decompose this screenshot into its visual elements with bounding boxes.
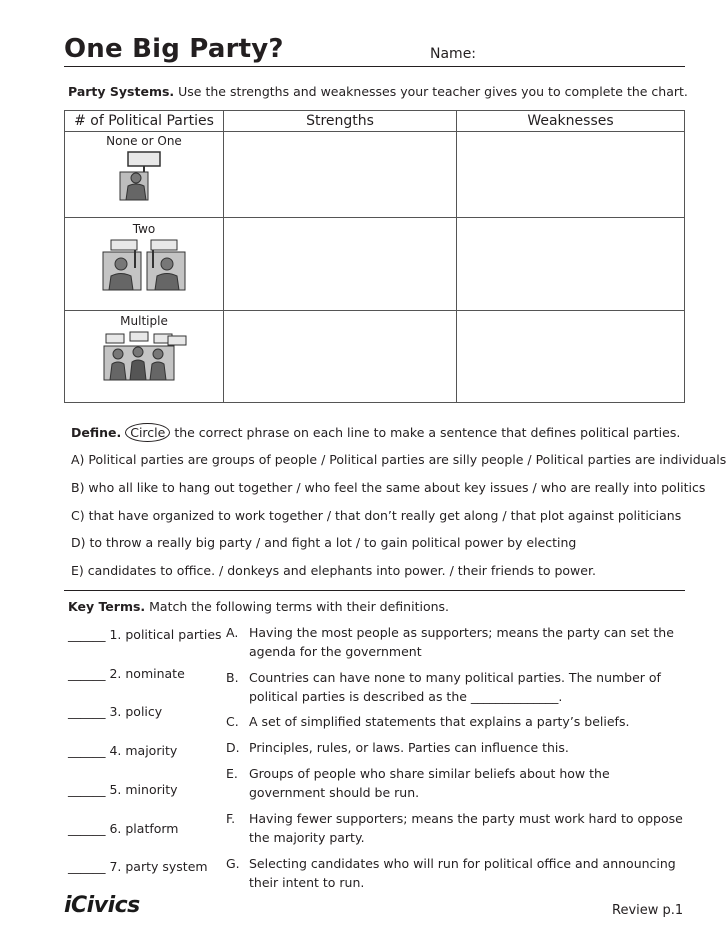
- strengths-cell[interactable]: [224, 311, 457, 403]
- definition-b: Countries can have none to many political parties. The number of political parties is described as the ______________.: [249, 670, 661, 704]
- define-line-a[interactable]: A) Political parties are groups of people / Political parties are silly people / Political parties are individuals: [71, 452, 727, 467]
- key-terms-instructions: [68, 599, 449, 614]
- term-3[interactable]: ______ 3. policy: [68, 704, 163, 719]
- definition-letter-f: F.: [226, 811, 236, 826]
- chart-row-two: [65, 218, 685, 311]
- definition-g: Selecting candidates who will run for political office and announcing their intent to run.: [249, 856, 676, 890]
- definition-letter-c: C.: [226, 714, 239, 729]
- circled-word: Circle: [125, 423, 170, 442]
- weaknesses-cell[interactable]: [457, 132, 685, 218]
- definition-letter-a: A.: [226, 625, 239, 640]
- define-text: the correct phrase on each line to make a sentence that defines political parties.: [170, 425, 681, 440]
- two-people-icon: [101, 238, 187, 292]
- row-label: Multiple: [120, 314, 168, 328]
- definition-d: Principles, rules, or laws. Parties can influence this.: [249, 740, 569, 755]
- row-label-cell: [65, 132, 224, 218]
- one-person-icon: [114, 150, 174, 202]
- term-2[interactable]: ______ 2. nominate: [68, 666, 185, 681]
- definition-letter-d: D.: [226, 740, 240, 755]
- definition-letter-b: B.: [226, 670, 239, 685]
- row-label: Two: [132, 222, 156, 236]
- definition-f: Having fewer supporters; means the party must work hard to oppose the majority party.: [249, 811, 683, 845]
- definition-letter-g: G.: [226, 856, 240, 871]
- definition-a: Having the most people as supporters; means the party can set the agenda for the government: [249, 625, 674, 659]
- header-strengths: Strengths: [224, 111, 457, 132]
- definition-e: Groups of people who share similar beliefs about how the government should be run.: [249, 766, 610, 800]
- key-terms-text: Match the following terms with their definitions.: [145, 599, 450, 614]
- section-rule: [64, 590, 685, 591]
- party-systems-chart: [64, 110, 685, 403]
- definition-letter-e: E.: [226, 766, 238, 781]
- define-instructions: [71, 425, 680, 440]
- page-number: Review p.1: [612, 903, 684, 918]
- key-terms-heading: Key Terms.: [68, 599, 146, 614]
- page-title: One Big Party?: [64, 34, 284, 64]
- group-people-icon: [100, 330, 188, 382]
- define-line-d[interactable]: D) to throw a really big party / and fight a lot / to gain political power by electing: [71, 535, 577, 550]
- term-7[interactable]: ______ 7. party system: [68, 859, 208, 874]
- name-label: Name:: [430, 46, 477, 62]
- define-line-c[interactable]: C) that have organized to work together / that don’t really get along / that plot against politicians: [71, 508, 682, 523]
- chart-row-none-or-one: [65, 132, 685, 218]
- weaknesses-cell[interactable]: [457, 218, 685, 311]
- header-weaknesses: Weaknesses: [457, 111, 685, 132]
- term-1[interactable]: ______ 1. political parties: [68, 627, 222, 642]
- party-systems-text: Use the strengths and weaknesses your teacher gives you to complete the chart.: [174, 84, 688, 99]
- party-systems-heading: Party Systems.: [68, 84, 175, 99]
- row-label: None or One: [106, 134, 182, 148]
- header-rule: [64, 66, 685, 67]
- row-label-cell: [65, 218, 224, 311]
- row-label-cell: [65, 311, 224, 403]
- weaknesses-cell[interactable]: [457, 311, 685, 403]
- term-4[interactable]: ______ 4. majority: [68, 743, 178, 758]
- chart-row-multiple: [65, 311, 685, 403]
- strengths-cell[interactable]: [224, 132, 457, 218]
- term-6[interactable]: ______ 6. platform: [68, 821, 179, 836]
- define-line-e[interactable]: E) candidates to office. / donkeys and elephants into power. / their friends to power.: [71, 563, 596, 578]
- chart-header-row: [65, 111, 685, 132]
- define-heading: Define.: [71, 425, 122, 440]
- icivics-logo: iCivics: [64, 893, 140, 918]
- header-number-of-parties: # of Political Parties: [65, 111, 224, 132]
- party-systems-instructions: [68, 84, 688, 99]
- define-line-b[interactable]: B) who all like to hang out together / who feel the same about key issues / who are really into politics: [71, 480, 706, 495]
- definition-c: A set of simplified statements that explains a party’s beliefs.: [249, 714, 630, 729]
- strengths-cell[interactable]: [224, 218, 457, 311]
- term-5[interactable]: ______ 5. minority: [68, 782, 178, 797]
